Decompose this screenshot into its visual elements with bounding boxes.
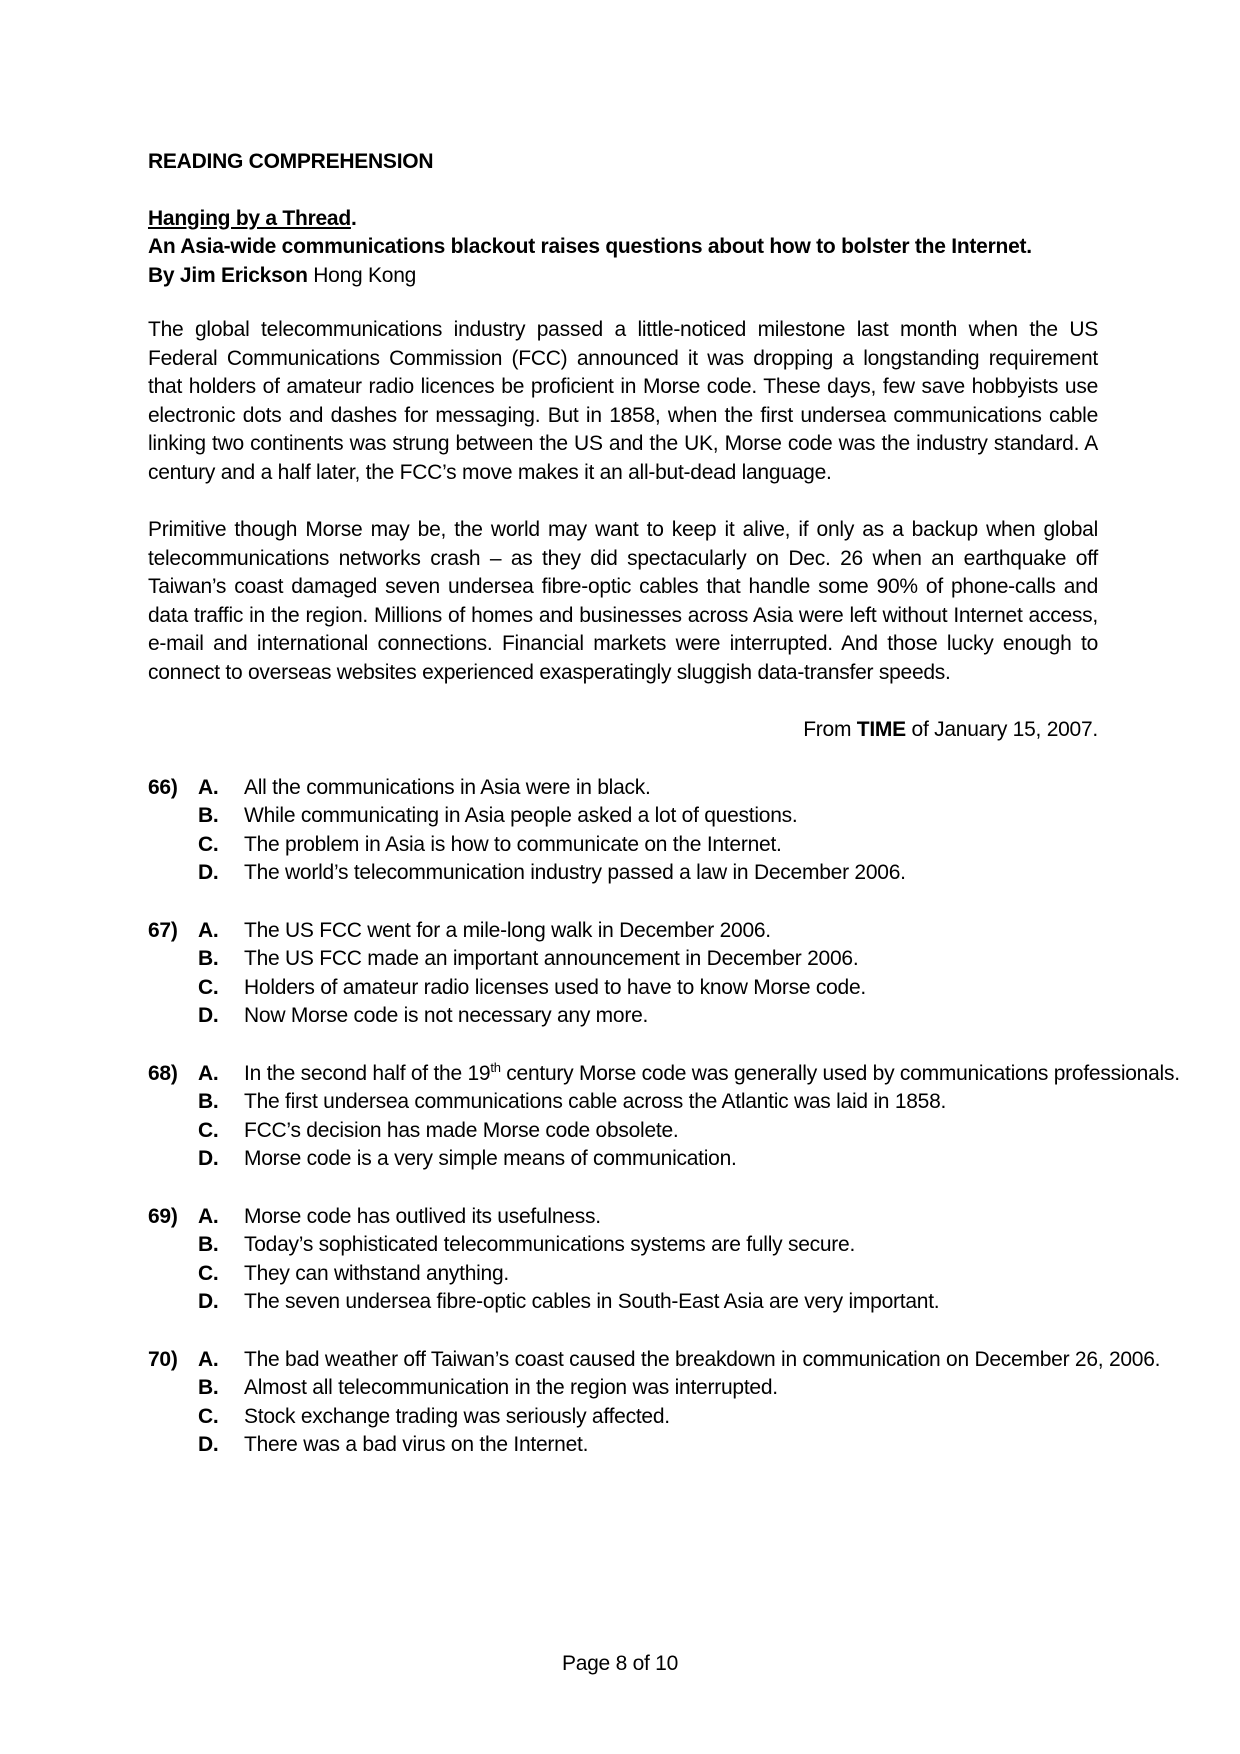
option-letter: C. bbox=[198, 975, 219, 999]
option-text: There was a bad virus on the Internet. bbox=[244, 1433, 589, 1456]
option-letter: A. bbox=[198, 1204, 219, 1228]
question-option bbox=[148, 1403, 1098, 1432]
option-text: Morse code is a very simple means of communication. bbox=[244, 1147, 737, 1170]
question-option bbox=[148, 1002, 1098, 1031]
option-letter: A. bbox=[198, 1347, 219, 1371]
option-letter: C. bbox=[198, 1261, 219, 1285]
option-letter: B. bbox=[198, 804, 219, 827]
question-option bbox=[148, 974, 1098, 1003]
option-letter: B. bbox=[198, 1233, 219, 1256]
question-option bbox=[148, 859, 1098, 888]
article-title bbox=[148, 205, 1098, 234]
option-letter: C. bbox=[198, 832, 219, 856]
page-number: Page 8 of 10 bbox=[561, 1652, 679, 1675]
question-option bbox=[148, 1346, 1161, 1375]
question-number: 69) bbox=[148, 1204, 178, 1228]
section-title: READING COMPREHENSION bbox=[148, 150, 434, 173]
option-text: All the communications in Asia were in black. bbox=[244, 775, 651, 799]
question-number: 70) bbox=[148, 1347, 178, 1371]
question-option bbox=[148, 1117, 1098, 1146]
source-prefix: From bbox=[803, 718, 857, 741]
option-letter: A. bbox=[198, 1061, 219, 1085]
question-68 bbox=[148, 1059, 1180, 1174]
option-letter: D. bbox=[198, 1147, 219, 1170]
question-66 bbox=[148, 774, 1098, 888]
question-option bbox=[148, 1145, 1098, 1174]
question-option bbox=[148, 1088, 1098, 1117]
source-publication: TIME bbox=[856, 718, 906, 741]
option-text: Holders of amateur radio licenses used to have to know Morse code. bbox=[244, 975, 867, 999]
option-letter: D. bbox=[198, 1004, 219, 1027]
byline-author: By Jim Erickson bbox=[148, 263, 308, 287]
option-text-end: century Morse code was generally used by communications professionals. bbox=[500, 1061, 1180, 1085]
question-number: 68) bbox=[148, 1061, 178, 1085]
question-option bbox=[148, 1231, 1098, 1260]
option-text: FCC’s decision has made Morse code obsolete. bbox=[244, 1118, 679, 1142]
option-text-start: In the second half of the 19 bbox=[244, 1061, 491, 1085]
question-option bbox=[148, 1059, 1180, 1089]
option-letter: C. bbox=[198, 1404, 219, 1428]
option-letter: D. bbox=[198, 1433, 219, 1456]
source-date: of January 15, 2007. bbox=[905, 718, 1098, 741]
option-text: Stock exchange trading was seriously affected. bbox=[244, 1404, 670, 1428]
article-subtitle: An Asia-wide communications blackout raises questions about how to bolster the Internet. bbox=[148, 235, 1032, 258]
option-text: They can withstand anything. bbox=[244, 1261, 509, 1285]
option-letter: B. bbox=[198, 1090, 219, 1113]
byline bbox=[148, 262, 1098, 291]
question-option bbox=[148, 1203, 1098, 1232]
question-option bbox=[148, 802, 1098, 831]
question-option bbox=[148, 1431, 1098, 1460]
question-option bbox=[148, 917, 1098, 946]
option-text: Almost all telecommunication in the region was interrupted. bbox=[244, 1376, 778, 1399]
option-letter: C. bbox=[198, 1118, 219, 1142]
option-text: Today’s sophisticated telecommunications systems are fully secure. bbox=[244, 1233, 856, 1256]
option-text: Morse code has outlived its usefulness. bbox=[244, 1204, 601, 1228]
page-content bbox=[148, 148, 1180, 1489]
option-letter: D. bbox=[198, 861, 219, 884]
article-source bbox=[148, 716, 1098, 745]
option-text: The US FCC made an important announcement in December 2006. bbox=[244, 947, 859, 970]
question-option bbox=[148, 831, 1098, 860]
option-text: While communicating in Asia people asked a lot of questions. bbox=[244, 804, 798, 827]
article-title-period: . bbox=[350, 206, 357, 230]
article-paragraph: Primitive though Morse may be, the world may want to keep it alive, if only as a backup when global telecommunications networks crash – as they did spectacularly on Dec. 26 when an earthquake off Taiwan’s coast damaged seven undersea fibre-optic cables that handle some 90% of phone-calls and data traffic in the region. Millions of homes and businesses across Asia were left without Internet access, e-mail and international connections. Financial markets were interrupted. And those lucky enough to connect to overseas websites experienced exasperatingly sluggish data-transfer speeds. bbox=[148, 518, 1098, 684]
question-number: 66) bbox=[148, 775, 178, 799]
question-option bbox=[148, 945, 1098, 974]
question-69 bbox=[148, 1203, 1098, 1317]
question-number: 67) bbox=[148, 918, 178, 942]
option-letter: D. bbox=[198, 1290, 219, 1313]
question-67 bbox=[148, 917, 1098, 1031]
option-text: The first undersea communications cable across the Atlantic was laid in 1858. bbox=[244, 1090, 947, 1113]
question-70 bbox=[148, 1346, 1161, 1460]
question-option bbox=[148, 774, 1098, 803]
option-letter: B. bbox=[198, 947, 219, 970]
question-option bbox=[148, 1260, 1098, 1289]
article-title-text: Hanging by a Thread bbox=[148, 206, 351, 230]
option-letter: A. bbox=[198, 918, 219, 942]
option-letter: A. bbox=[198, 775, 219, 799]
option-text: The world’s telecommunication industry passed a law in December 2006. bbox=[244, 861, 906, 884]
option-text bbox=[244, 1060, 1180, 1089]
ordinal-suffix: th bbox=[490, 1059, 501, 1075]
article-paragraph: The global telecommunications industry passed a little-noticed milestone last month when the US Federal Communications Commission (FCC) announced it was dropping a longstanding requirement that holders of amateur radio licences be proficient in Morse code. These days, few save hobbyists use electronic dots and dashes for messaging. But in 1858, when the first undersea communications cable linking two continents was strung between the US and the UK, Morse code was the industry standard. A century and a half later, the FCC’s move makes it an all-but-dead language. bbox=[148, 318, 1098, 484]
option-letter: B. bbox=[198, 1376, 219, 1399]
byline-location: Hong Kong bbox=[307, 263, 417, 287]
option-text: Now Morse code is not necessary any more. bbox=[244, 1004, 649, 1027]
option-text: The seven undersea fibre-optic cables in South-East Asia are very important. bbox=[244, 1290, 940, 1313]
option-text: The bad weather off Taiwan’s coast caused the breakdown in communication on December 26, 2006. bbox=[244, 1347, 1161, 1371]
option-text: The problem in Asia is how to communicate on the Internet. bbox=[244, 832, 782, 856]
option-text: The US FCC went for a mile-long walk in December 2006. bbox=[244, 918, 771, 942]
question-option bbox=[148, 1288, 1098, 1317]
question-option bbox=[148, 1374, 1098, 1403]
